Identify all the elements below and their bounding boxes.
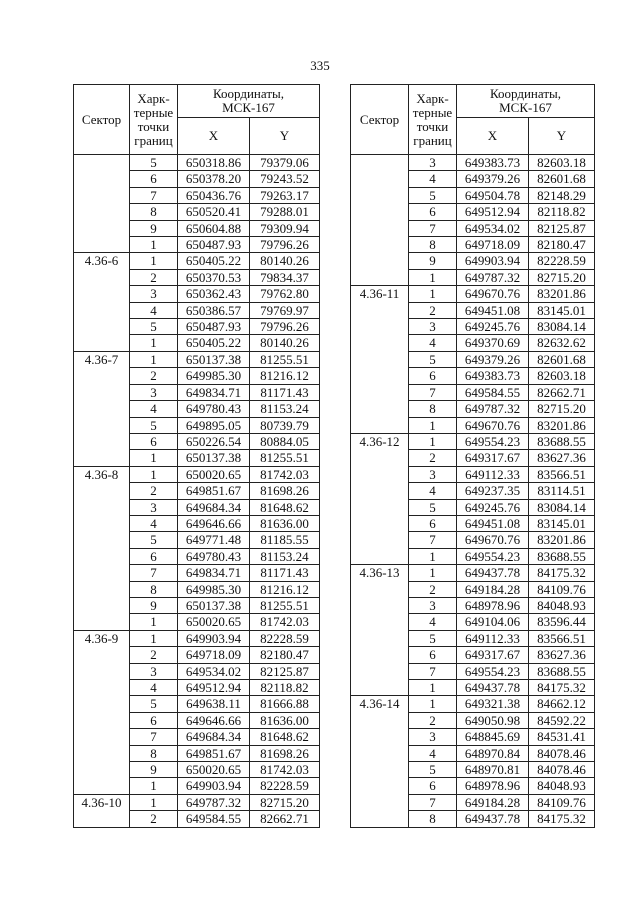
y-cell: 82228.59 xyxy=(529,253,595,269)
x-cell: 649787.32 xyxy=(178,794,250,810)
point-cell: 7 xyxy=(409,794,457,810)
x-cell: 649670.76 xyxy=(457,417,529,433)
x-cell: 649780.43 xyxy=(178,401,250,417)
y-cell: 83145.01 xyxy=(529,515,595,531)
x-cell: 650226.54 xyxy=(178,433,250,449)
header-x: X xyxy=(457,118,529,155)
x-cell: 649646.66 xyxy=(178,712,250,728)
point-cell: 5 xyxy=(130,532,178,548)
x-cell: 649584.55 xyxy=(457,384,529,400)
table-row xyxy=(74,253,320,269)
header-y: Y xyxy=(529,118,595,155)
y-cell: 82715.20 xyxy=(529,401,595,417)
x-cell: 649718.09 xyxy=(457,237,529,253)
x-cell: 650020.65 xyxy=(178,762,250,778)
point-cell: 3 xyxy=(409,155,457,171)
sector-cell: 4.36-7 xyxy=(74,351,130,466)
x-cell: 648978.96 xyxy=(457,778,529,794)
y-cell: 82228.59 xyxy=(250,630,320,646)
coordinates-table-left xyxy=(73,84,320,828)
point-cell: 1 xyxy=(409,548,457,564)
y-cell: 79243.52 xyxy=(250,171,320,187)
y-cell: 84109.76 xyxy=(529,794,595,810)
y-cell: 83688.55 xyxy=(529,433,595,449)
sector-cell: 4.36-6 xyxy=(74,253,130,351)
table-row xyxy=(351,286,595,302)
x-cell: 650318.86 xyxy=(178,155,250,171)
x-cell: 649554.23 xyxy=(457,548,529,564)
y-cell: 81153.24 xyxy=(250,548,320,564)
x-cell: 649504.78 xyxy=(457,187,529,203)
point-cell: 4 xyxy=(130,515,178,531)
y-cell: 82125.87 xyxy=(529,220,595,236)
point-cell: 9 xyxy=(130,762,178,778)
x-cell: 648978.96 xyxy=(457,597,529,613)
point-cell: 1 xyxy=(409,680,457,696)
x-cell: 649985.30 xyxy=(178,581,250,597)
point-cell: 5 xyxy=(409,187,457,203)
point-cell: 2 xyxy=(409,302,457,318)
y-cell: 82180.47 xyxy=(250,647,320,663)
point-cell: 6 xyxy=(409,368,457,384)
x-cell: 649379.26 xyxy=(457,351,529,367)
y-cell: 83145.01 xyxy=(529,302,595,318)
point-cell: 1 xyxy=(409,286,457,302)
header-coordinates: Координаты, МСК-167 xyxy=(457,85,595,118)
y-cell: 84531.41 xyxy=(529,729,595,745)
y-cell: 82118.82 xyxy=(250,680,320,696)
point-cell: 1 xyxy=(130,351,178,367)
header-points: Харк- терные точки границ xyxy=(409,85,457,155)
point-cell: 8 xyxy=(130,204,178,220)
point-cell: 7 xyxy=(130,187,178,203)
point-cell: 2 xyxy=(130,269,178,285)
point-cell: 6 xyxy=(409,778,457,794)
point-cell: 6 xyxy=(130,171,178,187)
sector-cell xyxy=(74,155,130,253)
y-cell: 83201.86 xyxy=(529,286,595,302)
y-cell: 79796.26 xyxy=(250,237,320,253)
y-cell: 81185.55 xyxy=(250,532,320,548)
point-cell: 7 xyxy=(409,663,457,679)
y-cell: 82125.87 xyxy=(250,663,320,679)
y-cell: 84592.22 xyxy=(529,712,595,728)
x-cell: 649184.28 xyxy=(457,581,529,597)
x-cell: 649437.78 xyxy=(457,565,529,581)
point-cell: 3 xyxy=(409,729,457,745)
y-cell: 79796.26 xyxy=(250,319,320,335)
sector-cell xyxy=(351,155,409,286)
point-cell: 5 xyxy=(130,319,178,335)
x-cell: 649104.06 xyxy=(457,614,529,630)
x-cell: 650362.43 xyxy=(178,286,250,302)
table-row xyxy=(351,565,595,581)
y-cell: 82715.20 xyxy=(250,794,320,810)
y-cell: 82601.68 xyxy=(529,171,595,187)
y-cell: 82228.59 xyxy=(250,778,320,794)
x-cell: 650137.38 xyxy=(178,597,250,613)
point-cell: 1 xyxy=(130,335,178,351)
x-cell: 649718.09 xyxy=(178,647,250,663)
point-cell: 6 xyxy=(130,433,178,449)
x-cell: 649112.33 xyxy=(457,630,529,646)
x-cell: 649245.76 xyxy=(457,499,529,515)
point-cell: 1 xyxy=(409,433,457,449)
coordinates-table-right xyxy=(350,84,595,828)
y-cell: 82662.71 xyxy=(250,811,320,827)
x-cell: 650487.93 xyxy=(178,319,250,335)
y-cell: 82148.29 xyxy=(529,187,595,203)
point-cell: 3 xyxy=(409,597,457,613)
y-cell: 80884.05 xyxy=(250,433,320,449)
x-cell: 649050.98 xyxy=(457,712,529,728)
x-cell: 650405.22 xyxy=(178,253,250,269)
x-cell: 649112.33 xyxy=(457,466,529,482)
x-cell: 650386.57 xyxy=(178,302,250,318)
point-cell: 1 xyxy=(409,565,457,581)
y-cell: 80739.79 xyxy=(250,417,320,433)
sector-cell: 4.36-14 xyxy=(351,696,409,827)
point-cell: 1 xyxy=(130,630,178,646)
y-cell: 83201.86 xyxy=(529,532,595,548)
x-cell: 649317.67 xyxy=(457,647,529,663)
point-cell: 1 xyxy=(409,417,457,433)
y-cell: 83084.14 xyxy=(529,319,595,335)
point-cell: 4 xyxy=(130,680,178,696)
point-cell: 2 xyxy=(409,581,457,597)
point-cell: 1 xyxy=(130,778,178,794)
x-cell: 649670.76 xyxy=(457,532,529,548)
y-cell: 82715.20 xyxy=(529,269,595,285)
x-cell: 649437.78 xyxy=(457,680,529,696)
sector-cell: 4.36-9 xyxy=(74,630,130,794)
y-cell: 82118.82 xyxy=(529,204,595,220)
point-cell: 1 xyxy=(130,614,178,630)
y-cell: 84175.32 xyxy=(529,565,595,581)
y-cell: 81648.62 xyxy=(250,729,320,745)
x-cell: 650520.41 xyxy=(178,204,250,220)
point-cell: 8 xyxy=(130,581,178,597)
x-cell: 650378.20 xyxy=(178,171,250,187)
y-cell: 83084.14 xyxy=(529,499,595,515)
y-cell: 82632.62 xyxy=(529,335,595,351)
x-cell: 650020.65 xyxy=(178,466,250,482)
sector-cell: 4.36-11 xyxy=(351,286,409,434)
x-cell: 649370.69 xyxy=(457,335,529,351)
point-cell: 1 xyxy=(130,450,178,466)
point-cell: 5 xyxy=(130,696,178,712)
header-sector: Сектор xyxy=(351,85,409,155)
point-cell: 2 xyxy=(130,811,178,827)
page-number: 335 xyxy=(310,58,330,73)
point-cell: 6 xyxy=(409,647,457,663)
x-cell: 650487.93 xyxy=(178,237,250,253)
table-row xyxy=(74,155,320,171)
y-cell: 80140.26 xyxy=(250,335,320,351)
x-cell: 649670.76 xyxy=(457,286,529,302)
y-cell: 81636.00 xyxy=(250,712,320,728)
x-cell: 648845.69 xyxy=(457,729,529,745)
y-cell: 81742.03 xyxy=(250,762,320,778)
y-cell: 81666.88 xyxy=(250,696,320,712)
x-cell: 649383.73 xyxy=(457,368,529,384)
y-cell: 83596.44 xyxy=(529,614,595,630)
point-cell: 2 xyxy=(130,647,178,663)
point-cell: 1 xyxy=(409,269,457,285)
x-cell: 649684.34 xyxy=(178,499,250,515)
y-cell: 81255.51 xyxy=(250,351,320,367)
point-cell: 1 xyxy=(130,237,178,253)
point-cell: 3 xyxy=(130,286,178,302)
y-cell: 82662.71 xyxy=(529,384,595,400)
point-cell: 5 xyxy=(409,499,457,515)
x-cell: 649245.76 xyxy=(457,319,529,335)
x-cell: 649985.30 xyxy=(178,368,250,384)
y-cell: 81636.00 xyxy=(250,515,320,531)
x-cell: 650604.88 xyxy=(178,220,250,236)
sector-cell: 4.36-12 xyxy=(351,433,409,564)
y-cell: 84078.46 xyxy=(529,745,595,761)
x-cell: 649383.73 xyxy=(457,155,529,171)
point-cell: 7 xyxy=(409,532,457,548)
y-cell: 81216.12 xyxy=(250,581,320,597)
x-cell: 649787.32 xyxy=(457,401,529,417)
table-row xyxy=(74,794,320,810)
y-cell: 79762.80 xyxy=(250,286,320,302)
point-cell: 4 xyxy=(409,614,457,630)
point-cell: 7 xyxy=(130,565,178,581)
y-cell: 84109.76 xyxy=(529,581,595,597)
point-cell: 5 xyxy=(130,417,178,433)
x-cell: 650405.22 xyxy=(178,335,250,351)
point-cell: 5 xyxy=(409,762,457,778)
y-cell: 81742.03 xyxy=(250,614,320,630)
point-cell: 8 xyxy=(409,811,457,827)
x-cell: 649512.94 xyxy=(178,680,250,696)
point-cell: 5 xyxy=(409,351,457,367)
x-cell: 649638.11 xyxy=(178,696,250,712)
y-cell: 84048.93 xyxy=(529,597,595,613)
y-cell: 81171.43 xyxy=(250,565,320,581)
x-cell: 649554.23 xyxy=(457,433,529,449)
x-cell: 649512.94 xyxy=(457,204,529,220)
y-cell: 81698.26 xyxy=(250,745,320,761)
point-cell: 1 xyxy=(409,696,457,712)
sector-cell: 4.36-10 xyxy=(74,794,130,827)
point-cell: 7 xyxy=(130,729,178,745)
y-cell: 82180.47 xyxy=(529,237,595,253)
y-cell: 83201.86 xyxy=(529,417,595,433)
point-cell: 4 xyxy=(409,483,457,499)
x-cell: 649851.67 xyxy=(178,483,250,499)
point-cell: 6 xyxy=(130,548,178,564)
point-cell: 8 xyxy=(409,237,457,253)
point-cell: 1 xyxy=(130,466,178,482)
y-cell: 81698.26 xyxy=(250,483,320,499)
x-cell: 649584.55 xyxy=(178,811,250,827)
point-cell: 3 xyxy=(130,663,178,679)
y-cell: 79309.94 xyxy=(250,220,320,236)
point-cell: 2 xyxy=(130,368,178,384)
point-cell: 7 xyxy=(409,220,457,236)
header-coordinates: Координаты, МСК-167 xyxy=(178,85,320,118)
table-row xyxy=(351,696,595,712)
y-cell: 83688.55 xyxy=(529,663,595,679)
point-cell: 6 xyxy=(130,712,178,728)
header-y: Y xyxy=(250,118,320,155)
x-cell: 649834.71 xyxy=(178,565,250,581)
y-cell: 84078.46 xyxy=(529,762,595,778)
point-cell: 9 xyxy=(409,253,457,269)
table-row xyxy=(351,155,595,171)
header-x: X xyxy=(178,118,250,155)
x-cell: 649834.71 xyxy=(178,384,250,400)
y-cell: 79379.06 xyxy=(250,155,320,171)
x-cell: 648970.81 xyxy=(457,762,529,778)
y-cell: 81171.43 xyxy=(250,384,320,400)
point-cell: 1 xyxy=(130,794,178,810)
x-cell: 650370.53 xyxy=(178,269,250,285)
y-cell: 83627.36 xyxy=(529,647,595,663)
point-cell: 1 xyxy=(130,253,178,269)
table-row xyxy=(351,433,595,449)
point-cell: 3 xyxy=(409,466,457,482)
x-cell: 650137.38 xyxy=(178,450,250,466)
point-cell: 4 xyxy=(409,335,457,351)
x-cell: 649237.35 xyxy=(457,483,529,499)
y-cell: 81648.62 xyxy=(250,499,320,515)
point-cell: 9 xyxy=(130,597,178,613)
point-cell: 3 xyxy=(130,499,178,515)
header-points: Харк- терные точки границ xyxy=(130,85,178,155)
x-cell: 649554.23 xyxy=(457,663,529,679)
x-cell: 649903.94 xyxy=(457,253,529,269)
point-cell: 5 xyxy=(130,155,178,171)
x-cell: 649437.78 xyxy=(457,811,529,827)
x-cell: 649851.67 xyxy=(178,745,250,761)
x-cell: 650137.38 xyxy=(178,351,250,367)
y-cell: 83566.51 xyxy=(529,630,595,646)
y-cell: 81255.51 xyxy=(250,450,320,466)
point-cell: 8 xyxy=(130,745,178,761)
x-cell: 649903.94 xyxy=(178,778,250,794)
point-cell: 3 xyxy=(130,384,178,400)
y-cell: 81216.12 xyxy=(250,368,320,384)
x-cell: 649184.28 xyxy=(457,794,529,810)
point-cell: 3 xyxy=(409,319,457,335)
x-cell: 648970.84 xyxy=(457,745,529,761)
point-cell: 9 xyxy=(130,220,178,236)
sector-cell: 4.36-8 xyxy=(74,466,130,630)
x-cell: 649903.94 xyxy=(178,630,250,646)
y-cell: 84048.93 xyxy=(529,778,595,794)
point-cell: 2 xyxy=(130,483,178,499)
point-cell: 4 xyxy=(130,401,178,417)
table-row xyxy=(74,466,320,482)
point-cell: 6 xyxy=(409,515,457,531)
x-cell: 649317.67 xyxy=(457,450,529,466)
point-cell: 5 xyxy=(409,630,457,646)
x-cell: 649321.38 xyxy=(457,696,529,712)
y-cell: 81255.51 xyxy=(250,597,320,613)
y-cell: 79834.37 xyxy=(250,269,320,285)
table-row xyxy=(74,351,320,367)
point-cell: 2 xyxy=(409,712,457,728)
point-cell: 4 xyxy=(409,745,457,761)
sector-cell: 4.36-13 xyxy=(351,565,409,696)
point-cell: 2 xyxy=(409,450,457,466)
x-cell: 650020.65 xyxy=(178,614,250,630)
point-cell: 7 xyxy=(409,384,457,400)
x-cell: 649771.48 xyxy=(178,532,250,548)
y-cell: 84662.12 xyxy=(529,696,595,712)
y-cell: 84175.32 xyxy=(529,680,595,696)
header-sector: Сектор xyxy=(74,85,130,155)
x-cell: 649780.43 xyxy=(178,548,250,564)
x-cell: 649534.02 xyxy=(178,663,250,679)
point-cell: 6 xyxy=(409,204,457,220)
point-cell: 8 xyxy=(409,401,457,417)
x-cell: 649534.02 xyxy=(457,220,529,236)
y-cell: 82601.68 xyxy=(529,351,595,367)
x-cell: 649451.08 xyxy=(457,302,529,318)
x-cell: 649646.66 xyxy=(178,515,250,531)
x-cell: 650436.76 xyxy=(178,187,250,203)
y-cell: 79769.97 xyxy=(250,302,320,318)
x-cell: 649684.34 xyxy=(178,729,250,745)
x-cell: 649895.05 xyxy=(178,417,250,433)
y-cell: 84175.32 xyxy=(529,811,595,827)
y-cell: 82603.18 xyxy=(529,155,595,171)
x-cell: 649379.26 xyxy=(457,171,529,187)
y-cell: 80140.26 xyxy=(250,253,320,269)
y-cell: 83566.51 xyxy=(529,466,595,482)
x-cell: 649787.32 xyxy=(457,269,529,285)
point-cell: 4 xyxy=(130,302,178,318)
x-cell: 649451.08 xyxy=(457,515,529,531)
y-cell: 81742.03 xyxy=(250,466,320,482)
y-cell: 82603.18 xyxy=(529,368,595,384)
y-cell: 83114.51 xyxy=(529,483,595,499)
table-row xyxy=(74,630,320,646)
point-cell: 4 xyxy=(409,171,457,187)
y-cell: 83627.36 xyxy=(529,450,595,466)
y-cell: 81153.24 xyxy=(250,401,320,417)
y-cell: 79288.01 xyxy=(250,204,320,220)
y-cell: 79263.17 xyxy=(250,187,320,203)
y-cell: 83688.55 xyxy=(529,548,595,564)
